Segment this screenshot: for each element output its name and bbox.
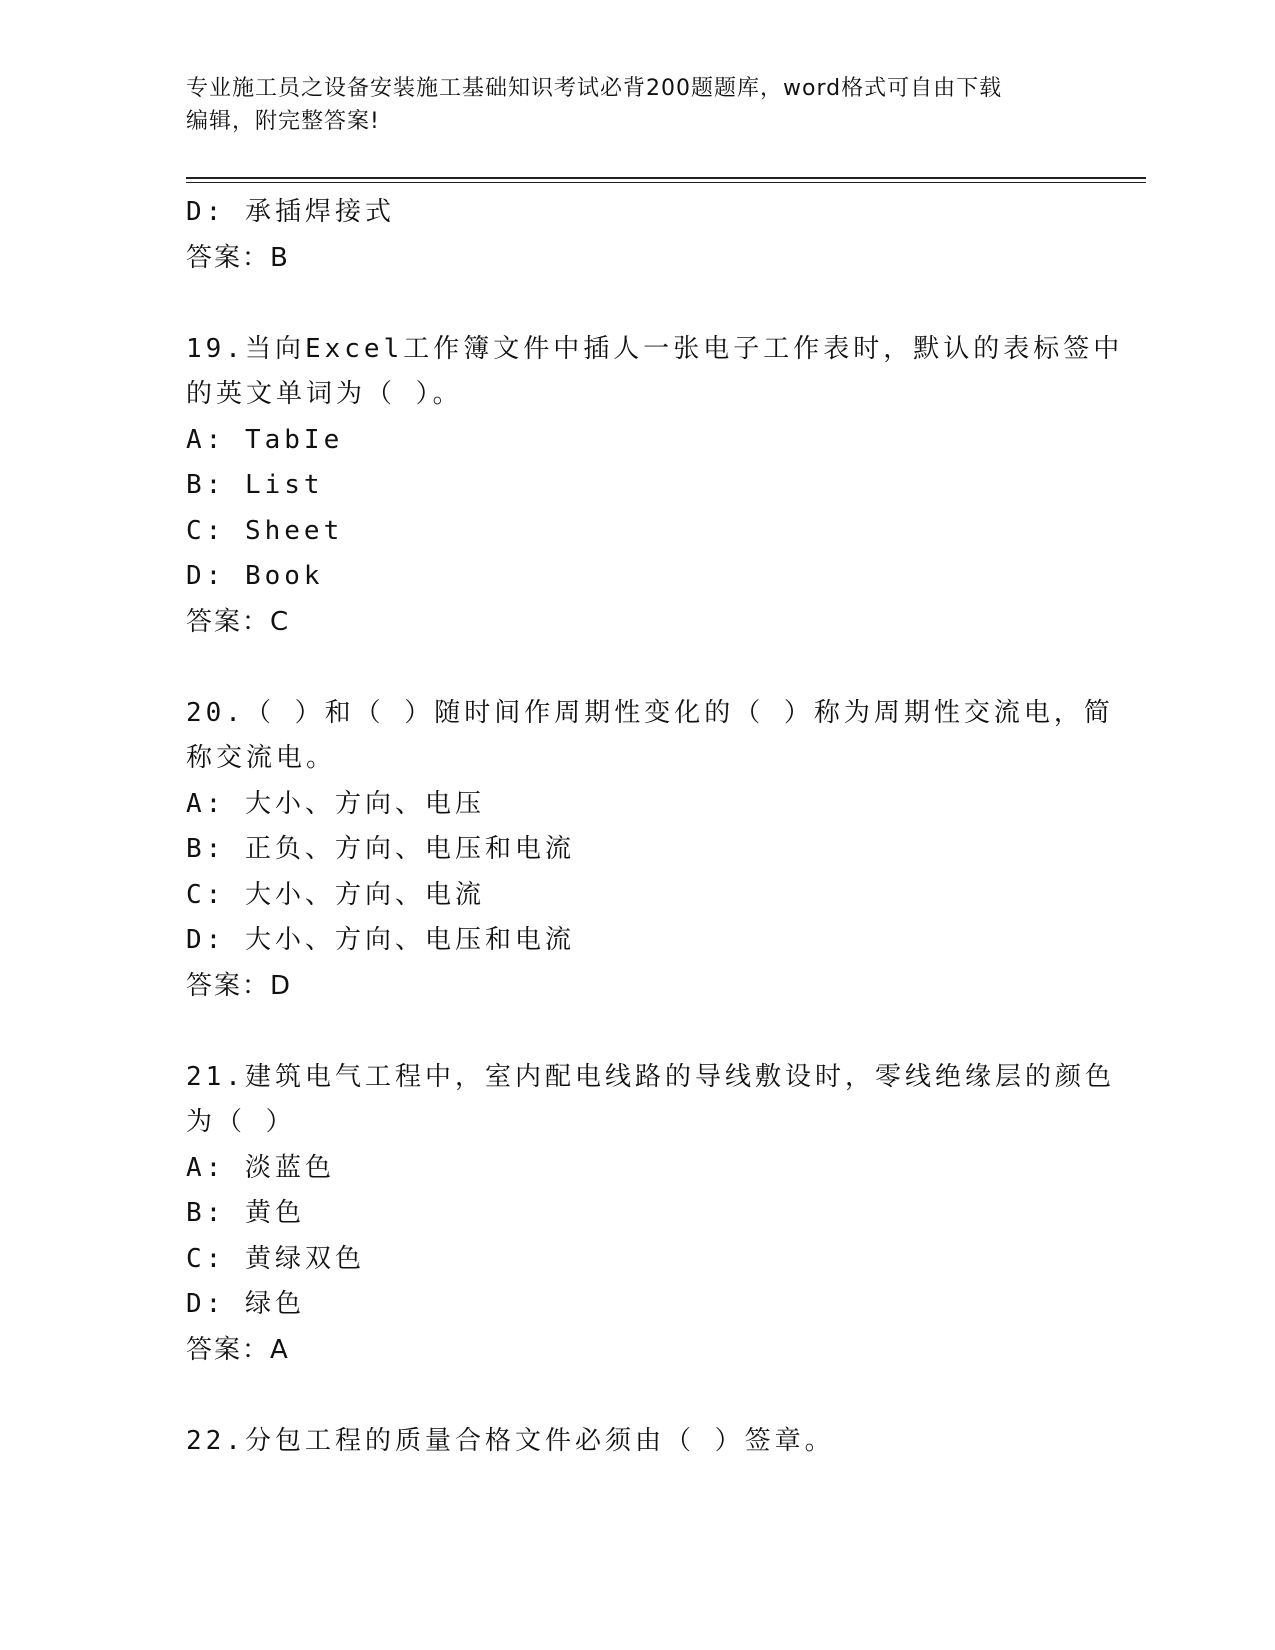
header-rule-thin <box>186 182 1146 183</box>
question-text: 20.（ ）和（ ）随时间作周期性变化的（ ）称为周期性交流电，简 <box>186 697 1114 728</box>
option-b: B: List <box>186 470 324 500</box>
question-text: 22.分包工程的质量合格文件必须由（ ）签章。 <box>186 1425 835 1456</box>
header-rule-thick <box>186 177 1146 179</box>
option-d: D: Book <box>186 561 324 591</box>
option-b: B: 黄色 <box>186 1198 305 1228</box>
question-text: 为（ ） <box>186 1107 296 1137</box>
option-c: C: Sheet <box>186 515 344 546</box>
question-text: 的英文单词为（ ）。 <box>186 379 463 409</box>
spacer <box>186 1009 1086 1055</box>
question-text: 19.当向Excel工作簿文件中插人一张电子工作表时，默认的表标签中 <box>186 333 1124 364</box>
option-d: D: 大小、方向、电压和电流 <box>186 925 575 955</box>
option-a: A: 大小、方向、电压 <box>186 788 485 819</box>
answer-line: 答案：A <box>186 1334 290 1365</box>
spacer <box>186 281 1086 327</box>
option-c: C: 大小、方向、电流 <box>186 879 485 910</box>
option-a: A: TabIe <box>186 424 344 455</box>
question-19 <box>186 327 1124 646</box>
header-line-2: 编辑，附完整答案! <box>186 109 380 134</box>
answer-line: 答案：B <box>186 242 290 273</box>
spacer <box>186 1373 1086 1419</box>
answer-line: 答案：D <box>186 970 293 1001</box>
option-b: B: 正负、方向、电压和电流 <box>186 834 575 864</box>
option-d: D: 承插焊接式 <box>186 197 395 227</box>
question-20 <box>186 691 1114 1010</box>
option-c: C: 黄绿双色 <box>186 1243 365 1274</box>
spacer <box>186 645 1086 691</box>
page-header <box>186 72 1066 138</box>
header-line-1: 专业施工员之设备安装施工基础知识考试必背200题题库，word格式可自由下载 <box>186 76 1003 101</box>
answer-line: 答案：C <box>186 606 291 637</box>
document-body <box>186 190 1124 1464</box>
question-fragment <box>186 190 1086 281</box>
option-d: D: 绿色 <box>186 1289 305 1319</box>
question-21 <box>186 1055 1115 1374</box>
question-22 <box>186 1419 1086 1465</box>
option-a: A: 淡蓝色 <box>186 1152 335 1183</box>
question-text: 称交流电。 <box>186 743 337 773</box>
question-text: 21.建筑电气工程中，室内配电线路的导线敷设时，零线绝缘层的颜色 <box>186 1061 1115 1092</box>
